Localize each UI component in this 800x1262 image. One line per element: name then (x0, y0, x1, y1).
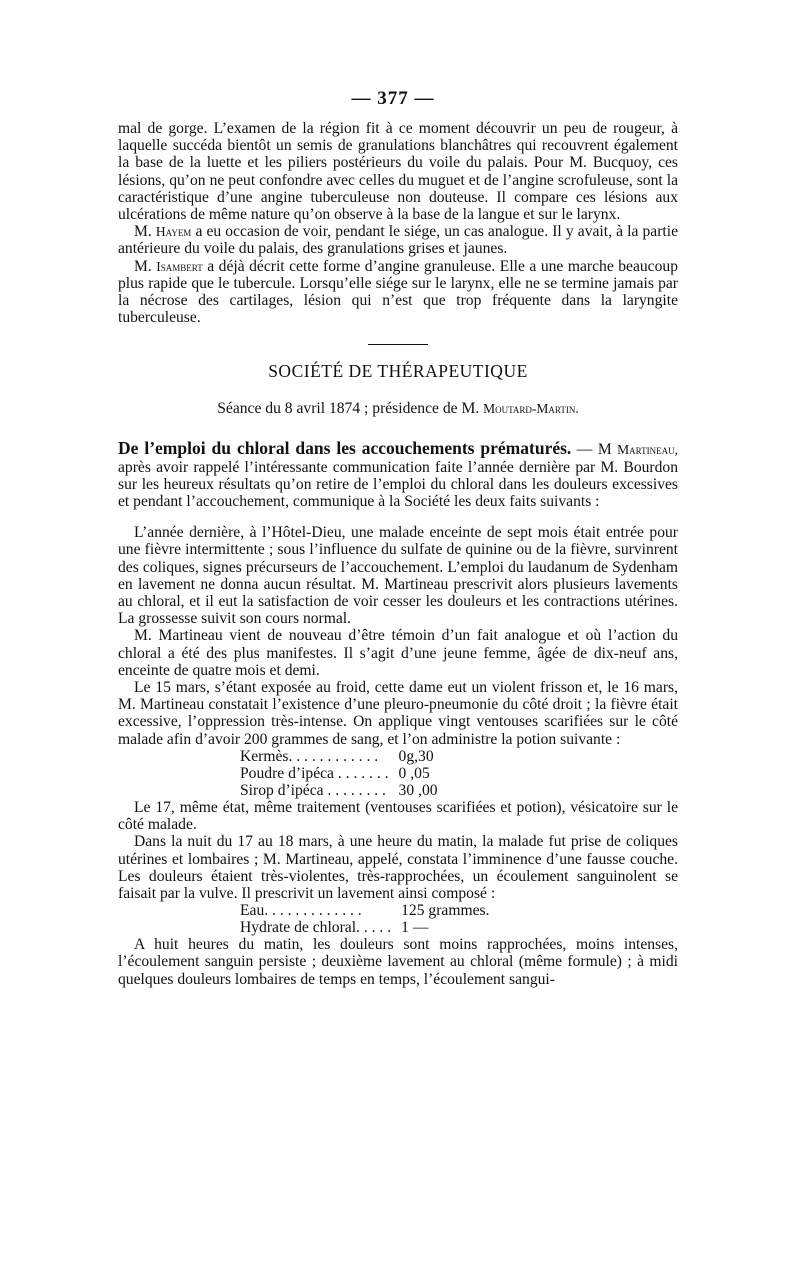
paragraph-case6: A huit heures du matin, les douleurs sont moins rapprochées, moins intenses, l’écoulement sanguin persiste ; deuxième lavement au chloral (même formule) ; à midi quelques douleurs lombaires de temps en temps, l’écoulement sangui- (118, 936, 678, 988)
article-title: De l’emploi du chloral dans les accouchements prématurés. (118, 438, 572, 459)
session-text: Séance du 8 avril 1874 ; présidence de M. (217, 400, 484, 418)
recipe-item: Poudre d’ipéca . . . . . . . (240, 764, 389, 782)
section-divider (368, 344, 428, 345)
recipe-item: Hydrate de chloral. . . . . (240, 919, 392, 937)
recipe-row (240, 748, 438, 765)
article-intro (118, 440, 678, 510)
prefix: M. (134, 257, 157, 275)
paragraph-hayem (118, 223, 678, 257)
paragraph-text: a eu occasion de voir, pendant le siége, un cas analogue. Il y avait, à la partie antérieure du voile du palais, des granulations grises et jaunes. (118, 223, 678, 258)
spacer (118, 510, 678, 524)
article-dash: — M (571, 441, 618, 459)
recipe-amount: 125 grammes. (401, 902, 490, 920)
paragraph-case4: Le 17, même état, même traitement (ventouses scarifiées et potion), vésicatoire sur le côté malade. (118, 798, 678, 834)
author-name-martineau: Martineau, (617, 442, 678, 458)
article-intro-text: après avoir rappelé l’intéressante communication faite l’année dernière par M. Bourdon sur les heureux résultats qu’on retire de l’emploi du chloral dans les douleurs excessives et pendant l’accouchement, communique à la Société les deux faits suivants : (118, 458, 678, 511)
recipe-amount: 30 ,00 (398, 781, 438, 799)
recipe-item: Kermès. . . . . . . . . . . . (240, 747, 379, 765)
paragraph-case2: M. Martineau vient de nouveau d’être témoin d’un fait analogue et où l’action du chloral a été des plus manifestes. Il s’agit d’une jeune femme, âgée de dix-neuf ans, enceinte de quatre mois et demi. (118, 627, 678, 679)
recipe-item: Sirop d’ipéca . . . . . . . . (240, 781, 386, 799)
paragraph-case5: Dans la nuit du 17 au 18 mars, à une heure du matin, la malade fut prise de coliques utérines et lombaires ; M. Martineau, appelé, constata l’imminence d’une fausse couche. Les douleurs étaient très-violentes, très-rapprochées, un écoulement sanguinolent se faisait par la vulve. Il prescrivit un lavement ainsi composé : (118, 833, 678, 902)
author-name-hayem: Hayem (155, 224, 192, 240)
paragraph-isambert (118, 258, 678, 327)
recipe-row (240, 902, 489, 919)
session-line (118, 400, 678, 418)
recipe-amount: 0 ,05 (398, 764, 430, 782)
paragraph-case1: L’année dernière, à l’Hôtel-Dieu, une malade enceinte de sept mois était entrée pour une fièvre intermittente ; sous l’influence du sulfate de quinine ou de la fièvre, survinrent des coliques, signes précurseurs de l’accouchement. L’emploi du laudanum de Sydenham en lavement ne donna aucun résultat. M. Martineau prescrivit alors plusieurs lavements au chloral, et il eut la satisfaction de voir cesser les douleurs et les contractions utérines. La grossesse suivit son cours normal. (118, 524, 678, 628)
recipe-row (240, 782, 438, 799)
president-name: Moutard-Martin. (483, 401, 579, 417)
author-name-isambert: Isambert (156, 258, 203, 274)
recipe-row (240, 765, 438, 782)
recipe-row (240, 919, 489, 936)
book-page (118, 88, 678, 988)
recipe-amount: 0g,30 (398, 747, 434, 765)
paragraph-gorge: mal de gorge. L’examen de la région fit à ce moment découvrir un peu de rougeur, à laquelle succéda bientôt un semis de granulations blanchâtres qui recouvrent également la base de la luette et les piliers postérieurs du voile du palais. Pour M. Bucquoy, ces lésions, qu’on ne peut confondre avec celles du muguet et de l’angine scrofuleuse, sont la caractéristique d’une angine tuberculeuse non douteuse. Il compare ces lésions aux ulcérations de même nature qu’on observe à la base de la langue et sur le larynx. (118, 120, 678, 224)
society-title: SOCIÉTÉ DE THÉRAPEUTIQUE (268, 361, 528, 382)
page-number-header: — 377 — (351, 88, 435, 109)
prefix: M. (134, 223, 156, 241)
recipe-amount: 1 — (401, 919, 429, 937)
recipe-potion (240, 748, 438, 799)
paragraph-case3: Le 15 mars, s’étant exposée au froid, cette dame eut un violent frisson et, le 16 mars, M. Martineau constatait l’existence d’une pleuro-pneumonie du côté droit ; la fièvre était excessive, l’oppression très-intense. On applique vingt ventouses scarifiées sur le côté malade afin d’avoir 200 grammes de sang, et l’on administre la potion suivante : (118, 679, 678, 748)
recipe-lavement (240, 902, 489, 936)
paragraph-text: a déjà décrit cette forme d’angine granuleuse. Elle a une marche beaucoup plus rapide que le tubercule. Lorsqu’elle siége sur le larynx, elle ne se termine jamais par la nécrose des cartilages, lésion qui n’est que trop fréquente dans la laryngite tuberculeuse. (118, 257, 678, 327)
recipe-item: Eau. . . . . . . . . . . . . (240, 902, 362, 920)
